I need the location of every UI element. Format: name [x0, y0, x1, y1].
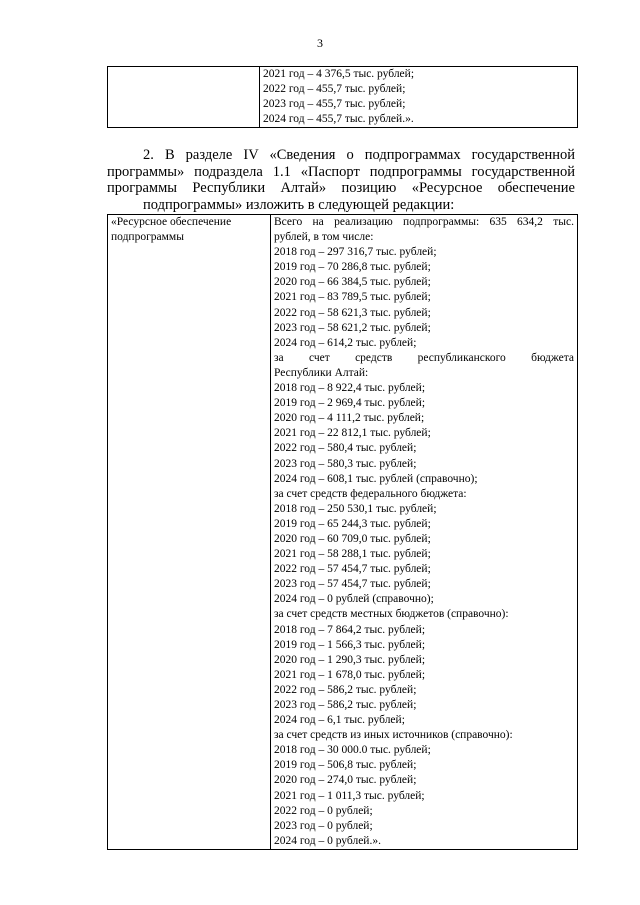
total-line: 2024 год – 614,2 тыс. рублей; [274, 336, 417, 349]
local-line: 2018 год – 7 864,2 тыс. рублей; [274, 623, 426, 636]
other-line: 2018 год – 30 000.0 тыс. рублей; [274, 744, 431, 757]
regional-line: 2024 год – 608,1 тыс. рублей (справочно); [274, 472, 478, 485]
local-heading: за счет средств местных бюджетов (справочно): [274, 608, 509, 621]
total-heading: Всего на реализацию подпрограммы: 635 634,2 тыс. [274, 216, 574, 228]
federal-line: 2023 год – 57 454,7 тыс. рублей; [274, 578, 431, 591]
total-line: 2019 год – 70 286,8 тыс. рублей; [274, 261, 431, 274]
other-line: 2024 год – 0 рублей.». [274, 834, 381, 847]
federal-line: 2021 год – 58 288,1 тыс. рублей; [274, 548, 431, 561]
local-line: 2024 год – 6,1 тыс. рублей; [274, 714, 405, 727]
local-line: 2019 год – 1 566,3 тыс. рублей; [274, 638, 426, 651]
resource-values-cell [271, 215, 578, 850]
paragraph-line: программы» подраздела 1.1 «Паспорт подпрограммы государственной [107, 163, 575, 180]
empty-label-cell [108, 67, 260, 128]
regional-line: 2022 год – 580,4 тыс. рублей; [274, 442, 417, 455]
resource-label: подпрограммы [111, 231, 184, 244]
page-number: 3 [317, 36, 323, 50]
regional-line: 2018 год – 8 922,4 тыс. рублей; [274, 382, 426, 395]
paragraph-line: программы Республики Алтай» позицию «Ресурсное обеспечение [107, 180, 575, 196]
total-heading: рублей, в том числе: [274, 231, 374, 244]
amendment-paragraph [107, 147, 575, 213]
other-line: 2019 год – 506,8 тыс. рублей; [274, 759, 417, 772]
paragraph-line: 2. В разделе IV «Сведения о подпрограммах государственной [143, 147, 575, 163]
other-line: 2020 год – 274,0 тыс. рублей; [274, 774, 417, 787]
total-line: 2020 год – 66 384,5 тыс. рублей; [274, 276, 431, 289]
federal-line: 2019 год – 65 244,3 тыс. рублей; [274, 517, 431, 530]
total-line: 2018 год – 297 316,7 тыс. рублей; [274, 246, 437, 259]
regional-heading: Республики Алтай: [274, 366, 369, 379]
local-line: 2020 год – 1 290,3 тыс. рублей; [274, 653, 426, 666]
funding-line: 2024 год – 455,7 тыс. рублей.». [263, 113, 414, 125]
other-line: 2022 год – 0 рублей; [274, 804, 373, 817]
resource-label: «Ресурсное обеспечение [111, 216, 232, 228]
total-line: 2022 год – 58 621,3 тыс. рублей; [274, 306, 431, 319]
resource-label-cell [108, 215, 271, 850]
other-line: 2021 год – 1 011,3 тыс. рублей; [274, 789, 425, 802]
regional-line: 2020 год – 4 111,2 тыс. рублей; [274, 412, 425, 425]
total-line: 2021 год – 83 789,5 тыс. рублей; [274, 291, 431, 304]
other-heading: за счет средств из иных источников (справочно): [274, 729, 513, 742]
total-line: 2023 год – 58 621,2 тыс. рублей; [274, 321, 431, 334]
funding-line: 2023 год – 455,7 тыс. рублей; [263, 98, 406, 110]
regional-line: 2023 год – 580,3 тыс. рублей; [274, 457, 417, 470]
other-line: 2023 год – 0 рублей; [274, 819, 373, 832]
federal-line: 2018 год – 250 530,1 тыс. рублей; [274, 502, 437, 515]
local-line: 2023 год – 586,2 тыс. рублей; [274, 699, 417, 711]
federal-line: 2022 год – 57 454,7 тыс. рублей; [274, 563, 431, 576]
funding-line: 2022 год – 455,7 тыс. рублей; [263, 83, 406, 95]
regional-heading: за счет средств республиканского бюджета [274, 351, 574, 364]
local-line: 2022 год – 586,2 тыс. рублей; [274, 683, 417, 696]
federal-line: 2024 год – 0 рублей (справочно); [274, 593, 434, 606]
regional-line: 2021 год – 22 812,1 тыс. рублей; [274, 427, 431, 440]
federal-heading: за счет средств федерального бюджета: [274, 487, 467, 500]
resource-table [107, 214, 578, 850]
regional-line: 2019 год – 2 969,4 тыс. рублей; [274, 397, 426, 410]
funding-line: 2021 год – 4 376,5 тыс. рублей; [263, 68, 415, 80]
paragraph-line: подпрограммы» изложить в следующей редакции: [143, 196, 455, 213]
funding-table-continuation [107, 66, 578, 128]
funding-values-cell [260, 67, 578, 128]
federal-line: 2020 год – 60 709,0 тыс. рублей; [274, 532, 431, 545]
local-line: 2021 год – 1 678,0 тыс. рублей; [274, 668, 426, 681]
